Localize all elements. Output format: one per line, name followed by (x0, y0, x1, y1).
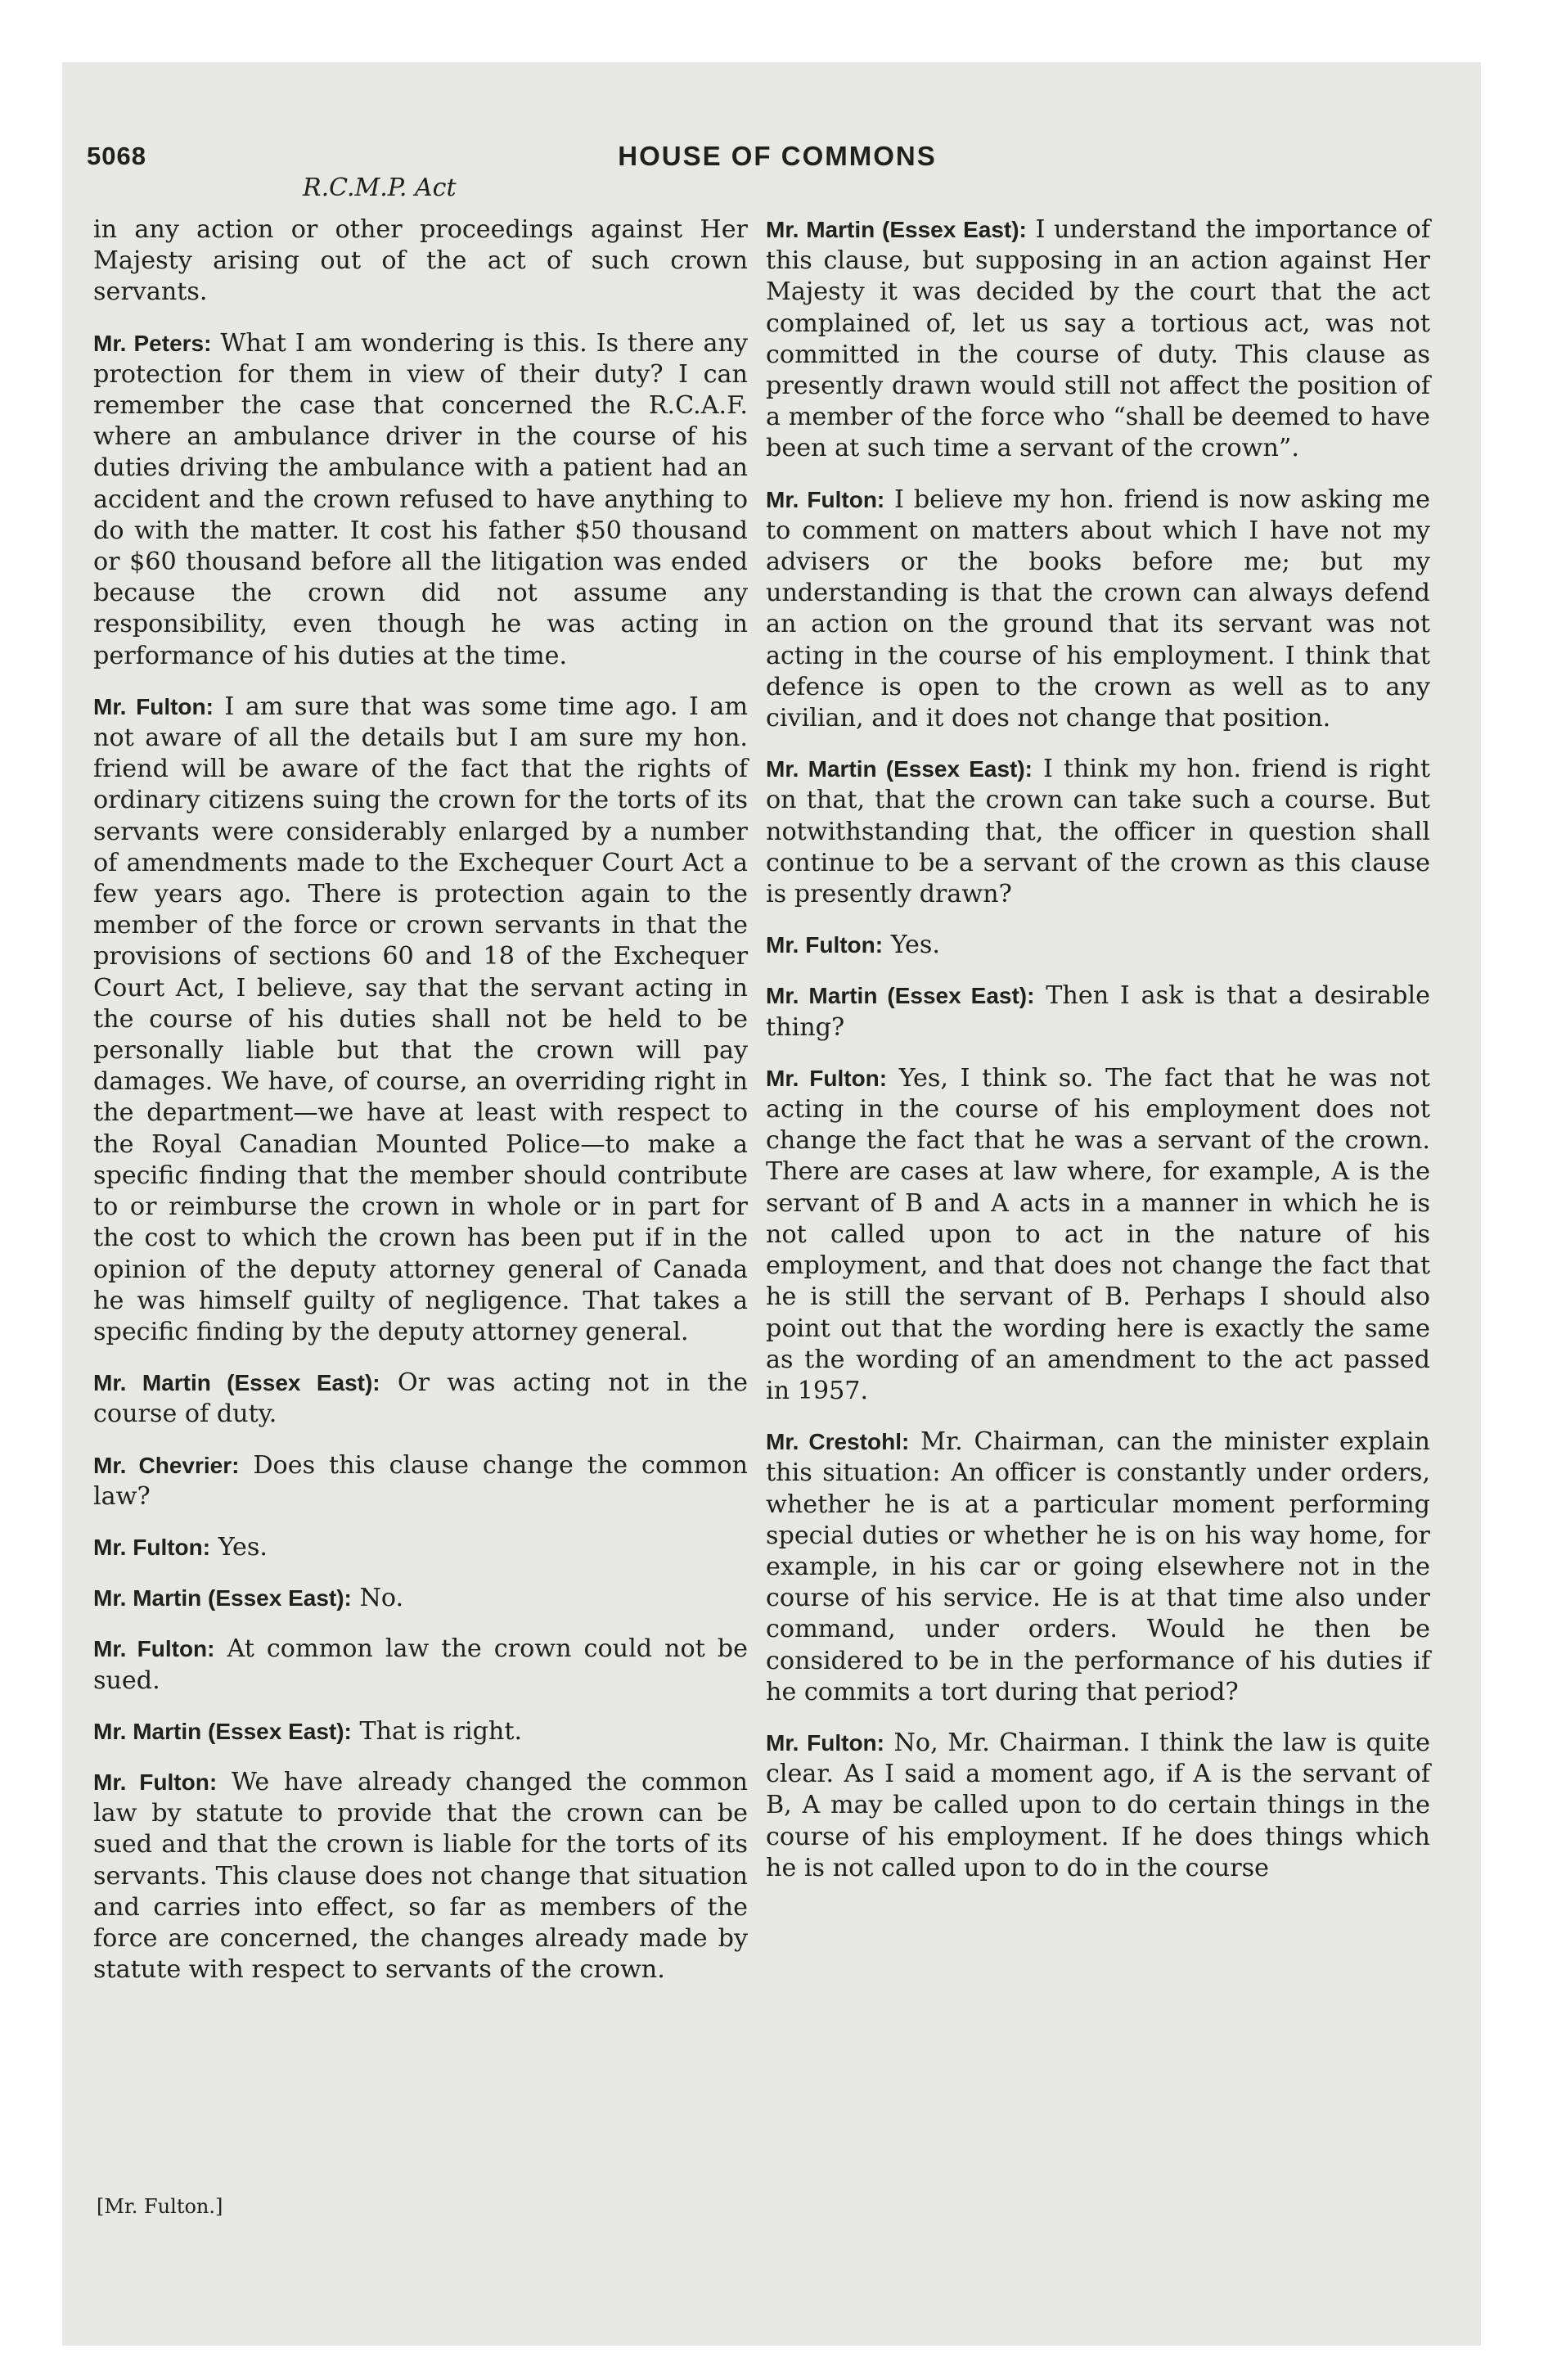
paragraph-text: I understand the importance of this clause, but supposing in an action against Her Majesty it was decided by the court that the act complained of, let us say a tortious act, was not committed in the course of duty. This clause as presently drawn would still not affect the position of a member of the force who “shall be deemed to have been at such time a servant of the crown”. (766, 215, 1430, 463)
paragraph-text: in any action or other proceedings against Her Majesty arising out of the act of such crown servants. (93, 215, 748, 307)
speaker-name: Mr. Crestohl: (766, 1429, 910, 1455)
speaker-name: Mr. Martin (Essex East): (766, 217, 1027, 242)
speaker-name: Mr. Fulton: (766, 1065, 888, 1091)
paragraph (766, 1427, 1430, 1708)
paragraph-text: That is right. (359, 1716, 523, 1746)
paragraph (93, 1450, 748, 1512)
speaker-name: Mr. Fulton: (93, 1636, 215, 1662)
paragraph (93, 1583, 748, 1614)
paragraph-text: Mr. Chairman, can the minister explain this situation: An officer is constantly under orders, whether he is at a particular moment performing special duties or whether he is on his way home, for example, in his car or going elsewhere not in the course of his service. He is at that time also under command, under orders. Would he then be considered to be in the performance of his duties if he commits a tort during that period? (766, 1427, 1430, 1706)
speaker-name: Mr. Fulton: (766, 1729, 884, 1756)
paragraph-text: No, Mr. Chairman. I think the law is quite clear. As I said a moment ago, if A is the servant of B, A may be called upon to do certain things in the course of his employment. If he does things which he is not called upon to do in the course (766, 1728, 1430, 1882)
right-column (766, 214, 1430, 1904)
paragraph-text: I believe my hon. friend is now asking me to comment on matters about which I have not my advisers or the books before me; but my understanding is that the crown can always defend an action on the ground that its servant was not acting in the course of his employment. I think that defence is open to the crown as well as to any civilian, and it does not change that position. (766, 485, 1430, 733)
paragraph (93, 1532, 748, 1563)
paragraph (93, 1716, 748, 1747)
speaker-name: Mr. Fulton: (766, 486, 885, 512)
speaker-name: Mr. Martin (Essex East): (93, 1370, 380, 1396)
paragraph-text: No. (359, 1584, 404, 1613)
paragraph-text: We have already changed the common law by statute to provide that the crown can be sued and that the crown is liable for the torts of its servants. This clause does not change that situation and carries into effect, so far as members of the force are concerned, the changes already made by statute with respect to servants of the crown. (93, 1767, 748, 1985)
paragraph (766, 1728, 1430, 1884)
speaker-name: Mr. Martin (Essex East): (93, 1585, 352, 1611)
running-header: HOUSE OF COMMONS (618, 141, 937, 171)
paragraph (766, 754, 1430, 910)
speaker-name: Mr. Martin (Essex East): (766, 756, 1033, 782)
paragraph-text: Yes. (218, 1532, 268, 1562)
paragraph (93, 214, 748, 309)
left-column (93, 214, 748, 2005)
paragraph-text: Does this clause change the common law? (93, 1450, 748, 1511)
paragraph-text: Then I ask is that a desirable thing? (766, 981, 1431, 1042)
paragraph (93, 1634, 748, 1696)
paragraph (93, 1767, 748, 1986)
paragraph (93, 328, 748, 672)
speaker-name: Mr. Chevrier: (93, 1452, 240, 1478)
footer-speaker-note: [Mr. Fulton.] (97, 2195, 223, 2218)
paragraph (766, 930, 1430, 961)
speaker-name: Mr. Peters: (93, 330, 212, 356)
speaker-name: Mr. Martin (Essex East): (766, 983, 1035, 1009)
act-title: R.C.M.P. Act (303, 174, 457, 202)
paragraph (766, 214, 1430, 465)
speaker-name: Mr. Fulton: (93, 1534, 211, 1560)
speaker-name: Mr. Fulton: (766, 932, 884, 958)
paragraph-text: What I am wondering is this. Is there any protection for them in view of their duty? I can remember the case that concerned the R.C.A.F. where an ambulance driver in the course of his duties driving the ambulance with a patient had an accident and the crown refused to have anything to do with the matter. It cost his father $50 thousand or $60 thousand before all the litigation was ended because the crown did not assume any responsibility, even though he was acting in performance of his duties at the time. (93, 328, 749, 670)
paragraph-text: I think my hon. friend is right on that, that the crown can take such a course. But notwithstanding that, the officer in question shall continue to be a servant of the crown as this clause is presently drawn? (766, 755, 1431, 909)
paragraph-text: At common law the crown could not be sued. (93, 1634, 748, 1695)
paragraph-text: Yes, I think so. The fact that he was not acting in the course of his employment does not change the fact that he was a servant of the crown. There are cases at law where, for example, A is the servant of B and A acts in a manner in which he is not called upon to act in the nature of his employment, and that does not change the fact that he is still the servant of B. Perhaps I should also point out that the wording here is exactly the same as the wording of an amendment to the act passed in 1957. (766, 1063, 1430, 1405)
paragraph (93, 692, 748, 1348)
speaker-name: Mr. Fulton: (93, 1769, 218, 1795)
paragraph (766, 980, 1430, 1043)
paragraph (93, 1368, 748, 1430)
paragraph-text: I am sure that was some time ago. I am not aware of all the details but I am sure my hon. friend will be aware of the fact that the rights of ordinary citizens suing the crown for the torts of its servants were considerably enlarged by a number of amendments made to the Exchequer Court Act a few years ago. There is protection again to the member of the force or crown servants in that the provisions of sections 60 and 18 of the Exchequer Court Act, I believe, say that the servant acting in the course of his duties shall not be held to be personally liable but that the crown will pay damages. We have, of course, an overriding right in the department—we have at least with respect to the Royal Canadian Mounted Police—to make a specific finding that the member should contribute to or reimburse the crown in whole or in part for the cost to which the crown has been put if in the opinion of the deputy attorney general of Canada he was himself guilty of negligence. That takes a specific finding by the deputy attorney general. (93, 692, 748, 1346)
paragraph (766, 1063, 1430, 1407)
page-number: 5068 (87, 142, 146, 170)
paragraph-text: Yes. (890, 931, 940, 960)
speaker-name: Mr. Martin (Essex East): (93, 1718, 352, 1744)
paragraph-text: Or was acting not in the course of duty. (93, 1368, 748, 1429)
paragraph (766, 485, 1430, 735)
speaker-name: Mr. Fulton: (93, 693, 214, 719)
